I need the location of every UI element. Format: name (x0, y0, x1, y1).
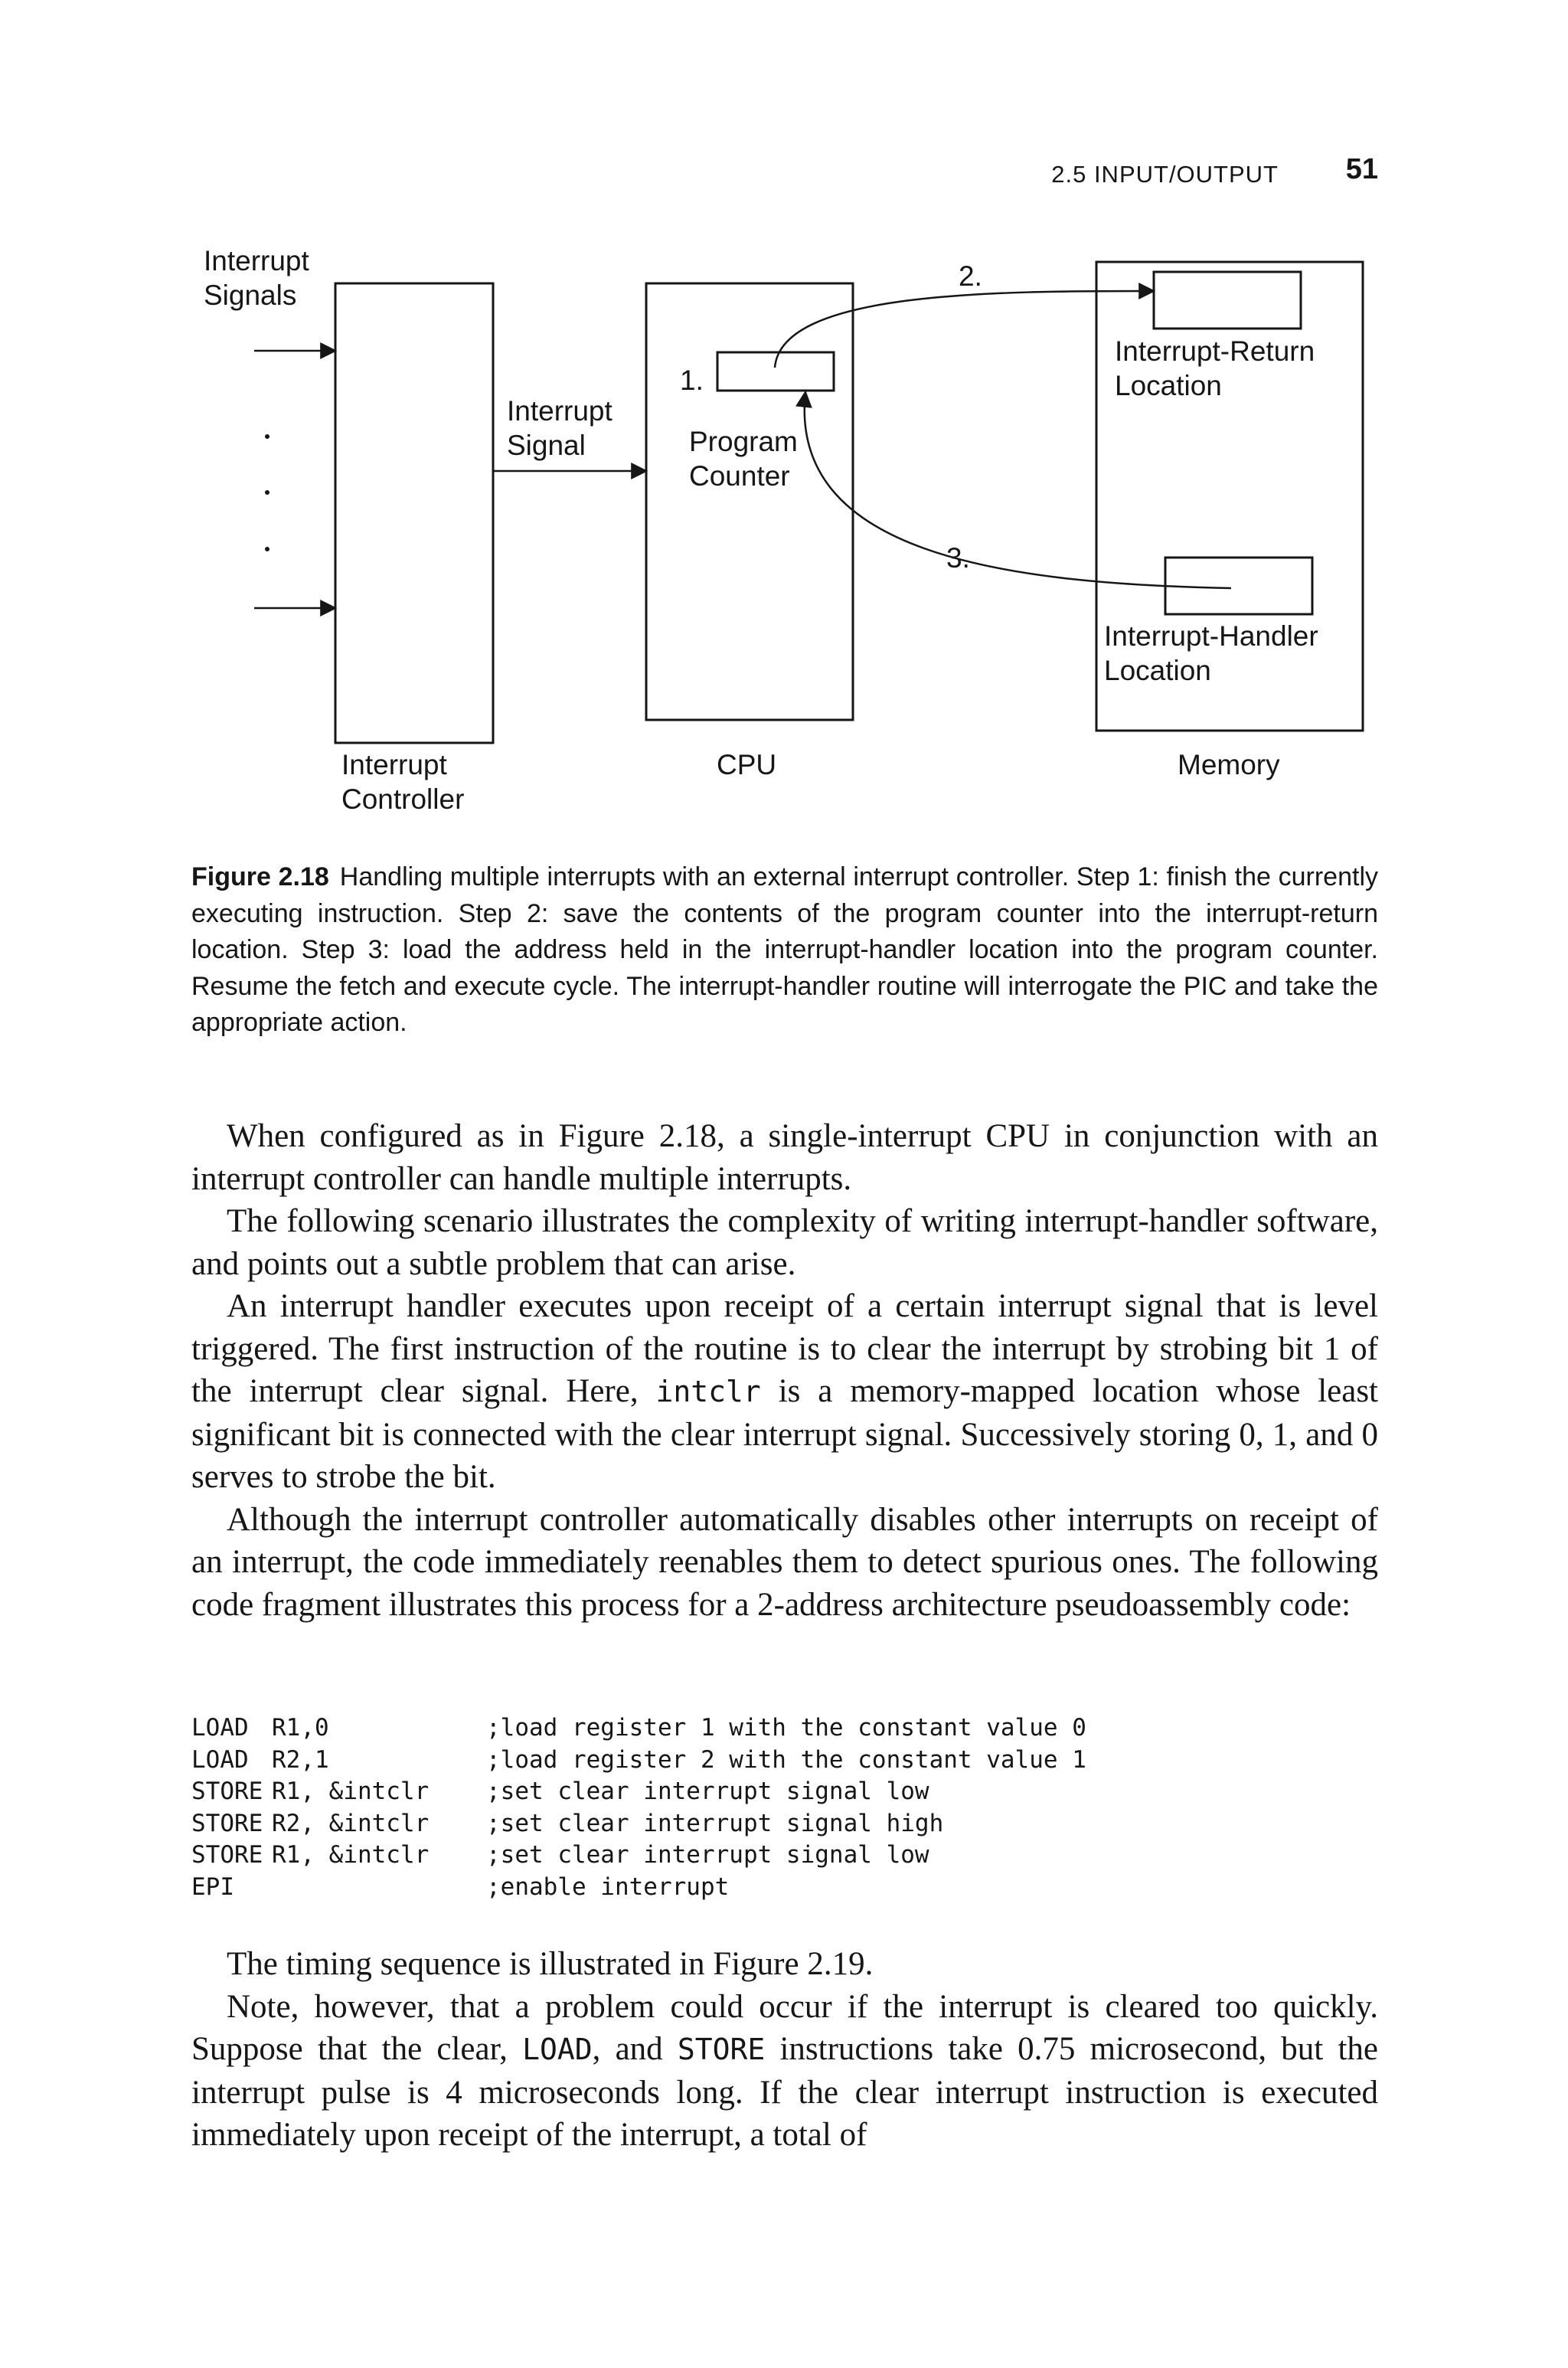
text-run: instructions take 0.75 microsecond, but the interrupt pulse is 4 microseconds long. If the clear interrupt instruction is executed immediately upon receipt of the interrupt, a total of (191, 2031, 1378, 2153)
text-run: An interrupt handler executes upon receipt of a certain interrupt signal that is level triggered. The first instruction of the routine is to clear the interrupt by strobing bit 1 of the interrupt clear signal. Here, (191, 1288, 1378, 1409)
program-counter-label: Program Counter (689, 426, 798, 492)
code-instruction: LOAD (191, 1745, 249, 1774)
code-comment: ;load register 1 with the constant value 0 (486, 1714, 1086, 1742)
inline-code: intclr (655, 1375, 761, 1408)
code-line (191, 1840, 1378, 1872)
code-operands: R2,1 (272, 1745, 329, 1774)
code-instruction: LOAD (191, 1714, 249, 1742)
step-3-label: 3. (946, 542, 970, 574)
code-instruction: EPI (191, 1872, 234, 1901)
paragraph (191, 1986, 1378, 2157)
figure-2-18-diagram (191, 230, 1386, 842)
code-comment: ;load register 2 with the constant value 1 (486, 1745, 1086, 1774)
page-number: 51 (1345, 153, 1378, 185)
step-2-label: 2. (959, 260, 982, 292)
code-operands: R1, &intclr (272, 1778, 430, 1805)
code-instruction: STORE (191, 1809, 263, 1837)
program-counter-register (717, 352, 834, 391)
interrupt-return-cell (1154, 272, 1301, 329)
code-line (191, 1745, 1378, 1777)
body-text-lower (191, 1943, 1378, 2157)
memory-label: Memory (1178, 749, 1280, 780)
code-operands: R1,0 (272, 1714, 329, 1742)
code-operands: R2, &intclr (272, 1809, 430, 1837)
code-operands: R1, &intclr (272, 1841, 430, 1869)
code-line (191, 1712, 1378, 1745)
body-text-upper (191, 1115, 1378, 1626)
ellipsis-dot (265, 547, 270, 551)
code-comment: ;set clear interrupt signal high (486, 1809, 944, 1837)
code-line (191, 1776, 1378, 1808)
interrupt-handler-cell (1165, 558, 1312, 614)
load-handler-arrow (805, 392, 1231, 588)
paragraph: The timing sequence is illustrated in Figure 2.19. (227, 1946, 874, 1982)
interrupt-signals-label: Interrupt Signals (204, 245, 309, 311)
paragraph (191, 1285, 1378, 1499)
interrupt-handler-location-label: Interrupt-Handler Location (1104, 620, 1318, 686)
cpu-box (646, 283, 853, 720)
interrupt-signal-label: Interrupt Signal (507, 395, 612, 461)
inline-code: STORE (677, 2033, 766, 2066)
caption-label: Figure 2.18 (191, 862, 329, 891)
interrupt-return-location-label: Interrupt-Return Location (1115, 335, 1315, 401)
text-run: Note, however, that a problem could occur if the interrupt is cleared too quickly. Suppose that the clear, (191, 1988, 1378, 2067)
code-line (191, 1872, 1378, 1904)
code-comment: ;enable interrupt (486, 1872, 730, 1901)
text-run: , and (592, 2031, 678, 2067)
figure-caption (191, 859, 1378, 1042)
code-comment: ;set clear interrupt signal low (486, 1778, 929, 1805)
step-1-label: 1. (680, 365, 704, 396)
paragraph: The following scenario illustrates the complexity of writing interrupt-handler software, and points out a subtle problem that can arise. (191, 1203, 1378, 1282)
running-header (191, 153, 1378, 191)
interrupt-controller-label: Interrupt Controller (341, 749, 465, 815)
code-comment: ;set clear interrupt signal low (486, 1841, 929, 1869)
code-instruction: STORE (191, 1841, 263, 1869)
caption-text: Handling multiple interrupts with an external interrupt controller. Step 1: finish the currently executing instruction. Step 2: save the contents of the program counter into the interrupt-return location. Step 3: load the address held in the interrupt-handler location into the program counter. Resume the fetch and execute cycle. The interrupt-handler routine will interrogate the PIC and take the appropriate action. (191, 862, 1378, 1037)
ellipsis-dot (265, 490, 270, 495)
ellipsis-dot (265, 434, 270, 439)
code-instruction: STORE (191, 1778, 263, 1805)
code-listing (191, 1712, 1378, 1903)
code-line (191, 1808, 1378, 1840)
paragraph: Although the interrupt controller automatically disables other interrupts on receipt of an interrupt, the code immediately reenables them to detect spurious ones. The following code fragment illustrates this process for a 2-address architecture pseudoassembly code: (191, 1501, 1378, 1623)
paragraph: When configured as in Figure 2.18, a single-interrupt CPU in conjunction with an interrupt controller can handle multiple interrupts. (191, 1118, 1378, 1197)
inline-code: LOAD (522, 2033, 593, 2066)
interrupt-controller-box (335, 283, 493, 743)
text-run: is a memory-mapped location whose least significant bit is connected with the clear interrupt signal. Successively storing 0, 1, and 0 serves to strobe the bit. (191, 1373, 1378, 1495)
section-title: 2.5 INPUT/OUTPUT (1051, 161, 1279, 188)
cpu-label: CPU (717, 749, 777, 780)
